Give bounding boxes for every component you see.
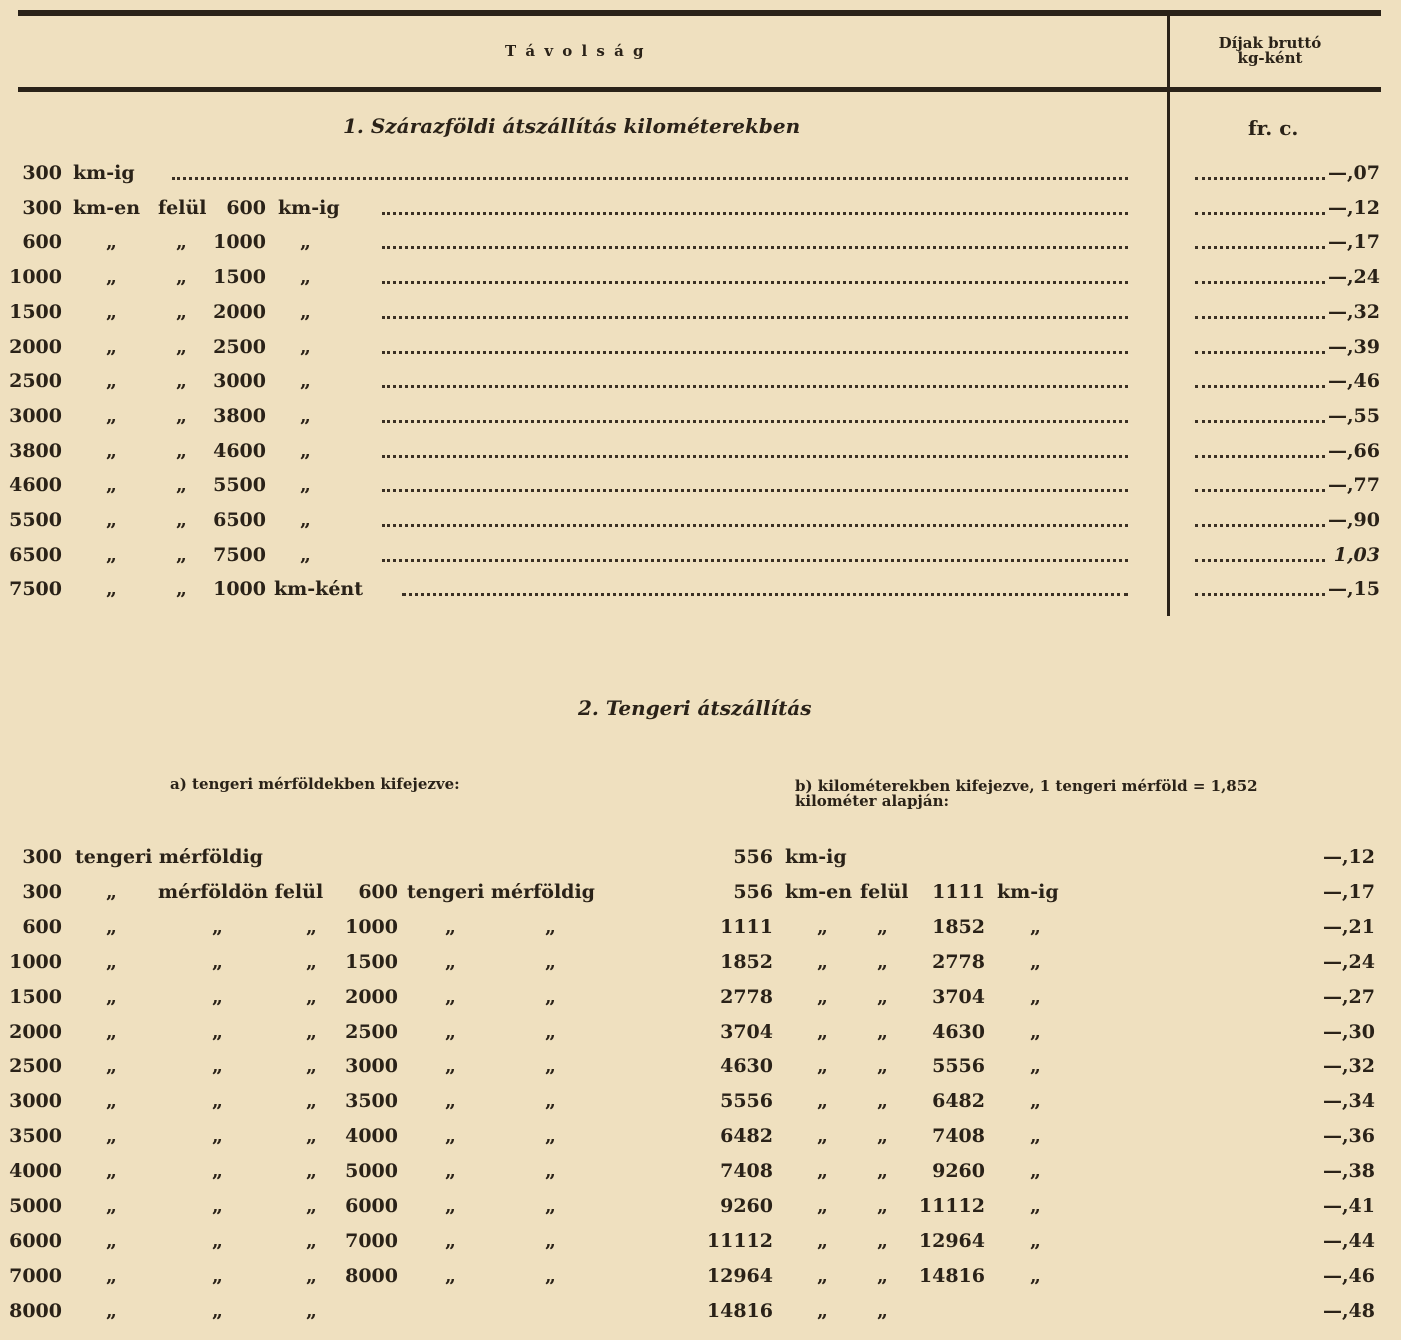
table-cell: „	[545, 1229, 556, 1252]
table-cell: „	[176, 370, 187, 393]
table-cell: 12964	[918, 1229, 985, 1252]
table-cell: „	[300, 370, 311, 393]
table-cell: „	[306, 1195, 317, 1217]
table-cell: 1500	[345, 950, 398, 973]
table-cell: —,34	[1322, 1090, 1375, 1113]
table-cell: 8000	[9, 1299, 62, 1322]
table-cell: „	[877, 1055, 888, 1078]
table-cell: „	[106, 1160, 117, 1183]
dot-leader	[382, 559, 1128, 562]
table-cell: „	[300, 300, 311, 323]
table-cell: 300	[22, 196, 62, 219]
table-cell: „	[300, 474, 311, 497]
table-cell: „	[877, 985, 888, 1008]
table-cell: „	[1030, 985, 1041, 1008]
table-cell: —,46	[1322, 1264, 1375, 1287]
table-cell: 6000	[9, 1229, 62, 1252]
table-cell: „	[212, 950, 223, 973]
table-cell: 3500	[345, 1090, 398, 1113]
table-cell: „	[877, 1020, 888, 1043]
table-cell: „	[817, 1264, 828, 1287]
table-cell: „	[545, 1195, 556, 1217]
table-cell: 2000	[9, 1020, 62, 1043]
table-cell: „	[445, 915, 456, 938]
table-cell: „	[212, 1055, 223, 1078]
table-cell: 1000	[9, 950, 62, 973]
dot-leader	[382, 281, 1128, 284]
dot-leader	[382, 455, 1128, 458]
table-cell: 8000	[345, 1264, 398, 1287]
table-cell: —,39	[1327, 335, 1380, 358]
table-cell: „	[1030, 1229, 1041, 1252]
table-cell: „	[106, 474, 117, 497]
table-cell: „	[106, 1055, 117, 1078]
table-cell: 2500	[9, 1055, 62, 1078]
table-cell: „	[817, 1125, 828, 1148]
table-cell: „	[106, 985, 117, 1008]
table-cell: „	[1030, 1020, 1041, 1043]
table-cell: „	[106, 578, 117, 601]
table-cell: 11112	[706, 1229, 773, 1252]
table-cell: 11112	[918, 1195, 985, 1217]
sub-b-line2: kilométer alapján:	[795, 792, 950, 810]
table-cell: „	[877, 1160, 888, 1183]
table-cell: „	[306, 950, 317, 973]
table-cell: „	[817, 950, 828, 973]
table-cell: „	[877, 1229, 888, 1252]
table-cell: „	[212, 1090, 223, 1113]
table-cell: „	[445, 1264, 456, 1287]
table-cell: km-en	[785, 880, 853, 903]
table-cell: „	[176, 266, 187, 289]
table-cell: „	[1030, 1055, 1041, 1078]
table-cell: —,24	[1327, 266, 1380, 289]
table-cell: —,27	[1322, 985, 1375, 1008]
table-cell: „	[1030, 915, 1041, 938]
table-cell: „	[176, 300, 187, 323]
table-cell: „	[176, 335, 187, 358]
table-cell: —,17	[1322, 880, 1375, 903]
table-cell: „	[106, 1125, 117, 1148]
table-cell: 5556	[932, 1055, 985, 1078]
table-cell: „	[106, 1264, 117, 1287]
table-cell: „	[300, 404, 311, 427]
table-cell: 9260	[720, 1195, 773, 1217]
table-cell: „	[306, 1299, 317, 1322]
table-cell: „	[545, 915, 556, 938]
header-fees-line2: kg-ként	[1237, 49, 1303, 67]
table-cell: „	[212, 1229, 223, 1252]
table-cell: „	[106, 370, 117, 393]
table-cell: —,55	[1327, 404, 1380, 427]
table-cell: 7408	[720, 1160, 773, 1183]
dot-leader	[382, 316, 1128, 319]
table-cell: „	[306, 1264, 317, 1287]
table-cell: 600	[226, 196, 266, 219]
table-cell: „	[1030, 1264, 1041, 1287]
table-cell: „	[445, 1125, 456, 1148]
table-cell: 3800	[213, 404, 266, 427]
table-cell: 2000	[345, 985, 398, 1008]
table-cell: 1,03	[1333, 543, 1380, 566]
table-cell: „	[1030, 950, 1041, 973]
table-cell: felül	[158, 196, 207, 219]
table-cell: „	[877, 1195, 888, 1217]
table-cell: „	[445, 1020, 456, 1043]
table-cell: „	[212, 1020, 223, 1043]
table-cell: „	[545, 1020, 556, 1043]
sub-b-line1: b) kilométerekben kifejezve, 1 tengeri mérföld = 1,852	[795, 777, 1258, 795]
table-cell: —,32	[1322, 1055, 1375, 1078]
dot-leader	[382, 246, 1128, 249]
table-cell: 2500	[345, 1020, 398, 1043]
table-cell: tengeri mérföldig	[407, 880, 595, 903]
table-cell: „	[106, 1090, 117, 1113]
table-cell: 600	[22, 231, 62, 254]
table-cell: „	[300, 266, 311, 289]
table-cell: „	[306, 1020, 317, 1043]
table-cell: „	[212, 915, 223, 938]
table-cell: 5500	[213, 474, 266, 497]
table-cell: 7000	[9, 1264, 62, 1287]
table-cell: „	[176, 404, 187, 427]
dot-leader	[172, 177, 1128, 180]
table-cell: 556	[733, 880, 773, 903]
table-cell: 7000	[345, 1229, 398, 1252]
table-cell: tengeri mérföldig	[75, 846, 263, 868]
table-cell: 1000	[345, 915, 398, 938]
table-cell: —,38	[1322, 1160, 1375, 1183]
table-cell: 1000	[213, 231, 266, 254]
table-cell: 3704	[720, 1020, 773, 1043]
table-cell: „	[176, 231, 187, 254]
table-cell: „	[306, 1090, 317, 1113]
table-cell: „	[306, 1125, 317, 1148]
table-cell: „	[106, 404, 117, 427]
table-cell: „	[817, 1160, 828, 1183]
dot-leader	[382, 489, 1128, 492]
table-cell: „	[106, 543, 117, 566]
table-cell: 300	[22, 846, 62, 868]
table-cell: 4630	[932, 1020, 985, 1043]
table-cell: 3704	[932, 985, 985, 1008]
table-cell: 9260	[932, 1160, 985, 1183]
table-cell: „	[445, 1160, 456, 1183]
table-cell: —,46	[1327, 370, 1380, 393]
table-cell: „	[877, 950, 888, 973]
table-cell: 2000	[9, 335, 62, 358]
table-cell: 1111	[932, 880, 985, 903]
table-cell: km-ig	[73, 162, 135, 184]
table-cell: „	[877, 1299, 888, 1322]
table-cell: „	[545, 985, 556, 1008]
table-cell: km-ként	[274, 578, 363, 601]
table-cell: „	[106, 915, 117, 938]
table-cell: 14816	[706, 1299, 773, 1322]
table-cell: „	[106, 439, 117, 462]
table-cell: „	[306, 915, 317, 938]
table-cell: —,41	[1322, 1195, 1375, 1217]
table-cell: 4600	[213, 439, 266, 462]
dot-leader	[382, 212, 1128, 215]
table-cell: 3000	[9, 404, 62, 427]
table-cell: 3000	[9, 1090, 62, 1113]
table-cell: „	[1030, 1195, 1041, 1217]
table-cell: —,30	[1322, 1020, 1375, 1043]
table-cell: 5500	[9, 509, 62, 531]
table-cell: „	[106, 1195, 117, 1217]
table-cell: 2500	[9, 370, 62, 393]
table-cell: „	[176, 474, 187, 497]
section2-title: 2. Tengeri átszállítás	[578, 696, 812, 720]
table-cell: „	[300, 509, 311, 531]
table-cell: 4000	[345, 1125, 398, 1148]
table-cell: „	[106, 950, 117, 973]
table-cell: 3000	[213, 370, 266, 393]
table-cell: 12964	[706, 1264, 773, 1287]
table-cell: 3000	[345, 1055, 398, 1078]
header-rule	[18, 87, 1381, 92]
table-cell: „	[212, 1160, 223, 1183]
table-cell: „	[106, 335, 117, 358]
table-cell: 5556	[720, 1090, 773, 1113]
table-cell: „	[1030, 1160, 1041, 1183]
section1-title: 1. Szárazföldi átszállítás kilométerekben	[343, 114, 801, 138]
table-cell: „	[306, 1160, 317, 1183]
table-cell: 600	[22, 915, 62, 938]
table-cell: „	[176, 543, 187, 566]
dot-leader	[382, 385, 1128, 388]
table-cell: 1500	[9, 300, 62, 323]
table-cell: 6482	[720, 1125, 773, 1148]
table-cell: 5000	[345, 1160, 398, 1183]
table-cell: 3800	[9, 439, 62, 462]
section2-sub-b	[795, 779, 1258, 809]
table-cell: 6500	[213, 509, 266, 531]
table-cell: „	[545, 1090, 556, 1113]
table-cell: „	[300, 231, 311, 254]
table-cell: 3500	[9, 1125, 62, 1148]
table-cell: „	[212, 1195, 223, 1217]
dot-leader	[402, 593, 1128, 596]
table-cell: „	[545, 950, 556, 973]
table-cell: —,66	[1327, 439, 1380, 462]
table-cell: „	[545, 1264, 556, 1287]
table-cell: „	[817, 1195, 828, 1217]
table-cell: felül	[860, 880, 909, 903]
table-cell: „	[445, 1090, 456, 1113]
table-cell: —,36	[1322, 1125, 1375, 1148]
table-cell: „	[212, 1299, 223, 1322]
table-cell: —,32	[1327, 300, 1380, 323]
table-cell: „	[176, 509, 187, 531]
table-cell: 4600	[9, 474, 62, 497]
table-cell: km-ig	[785, 846, 847, 868]
table-cell: „	[877, 1125, 888, 1148]
table-cell: 1500	[213, 266, 266, 289]
table-cell: —,17	[1327, 231, 1380, 254]
table-cell: „	[106, 300, 117, 323]
table-cell: „	[300, 439, 311, 462]
table-cell: „	[300, 335, 311, 358]
table-cell: „	[306, 985, 317, 1008]
header-fees	[1170, 36, 1370, 66]
table-cell: „	[300, 543, 311, 566]
table-cell: „	[106, 266, 117, 289]
table-cell: „	[817, 915, 828, 938]
table-cell: „	[817, 1229, 828, 1252]
header-fees-line1: Díjak bruttó	[1218, 34, 1322, 52]
table-cell: „	[106, 231, 117, 254]
table-cell: 6000	[345, 1195, 398, 1217]
table-cell: „	[877, 915, 888, 938]
table-cell: 2778	[720, 985, 773, 1008]
table-cell: „	[176, 578, 187, 601]
table-cell: 7408	[932, 1125, 985, 1148]
dot-leader	[382, 420, 1128, 423]
table-cell: 4000	[9, 1160, 62, 1183]
table-cell: —,15	[1327, 578, 1380, 601]
table-cell: —,12	[1322, 846, 1375, 868]
table-cell: „	[445, 1229, 456, 1252]
table-cell: „	[877, 1264, 888, 1287]
table-cell: 1111	[720, 915, 773, 938]
table-cell: „	[212, 1264, 223, 1287]
table-cell: 2500	[213, 335, 266, 358]
table-cell: 6500	[9, 543, 62, 566]
table-cell: „	[817, 1055, 828, 1078]
dot-leader	[382, 524, 1128, 527]
table-cell: km-ig	[997, 880, 1059, 903]
table-cell: „	[1030, 1125, 1041, 1148]
table-cell: —,44	[1322, 1229, 1375, 1252]
table-cell: 556	[733, 846, 773, 868]
table-cell: —,90	[1327, 509, 1380, 531]
table-cell: 4630	[720, 1055, 773, 1078]
header-distance: T á v o l s á g	[505, 42, 646, 60]
table-cell: 1000	[9, 266, 62, 289]
table-cell: 1000	[213, 578, 266, 601]
table-cell: „	[877, 1090, 888, 1113]
table-cell: 7500	[213, 543, 266, 566]
table-cell: „	[817, 985, 828, 1008]
table-cell: „	[306, 1055, 317, 1078]
table-cell: 6482	[932, 1090, 985, 1113]
table-cell: „	[106, 1229, 117, 1252]
table-cell: „	[106, 1299, 117, 1322]
table-cell: „	[106, 1020, 117, 1043]
table-cell: „	[1030, 1090, 1041, 1113]
table-cell: „	[106, 509, 117, 531]
table-cell: „	[545, 1125, 556, 1148]
table-cell: km-en	[73, 196, 141, 219]
table-cell: —,07	[1327, 162, 1380, 184]
table-cell: —,48	[1322, 1299, 1375, 1322]
table-cell: „	[817, 1020, 828, 1043]
table-cell: —,24	[1322, 950, 1375, 973]
dot-leader	[382, 351, 1128, 354]
table-cell: —,77	[1327, 474, 1380, 497]
table-cell: 2778	[932, 950, 985, 973]
table-cell: 300	[22, 162, 62, 184]
table-cell: „	[176, 439, 187, 462]
table-cell: 300	[22, 880, 62, 903]
table-cell: „	[445, 985, 456, 1008]
table-cell: 5000	[9, 1195, 62, 1217]
table-cell: „	[212, 1125, 223, 1148]
table-cell: „	[306, 1229, 317, 1252]
table-cell: 600	[358, 880, 398, 903]
table-cell: „	[817, 1299, 828, 1322]
table-cell: „	[212, 985, 223, 1008]
table-cell: —,21	[1322, 915, 1375, 938]
table-cell: —,12	[1327, 196, 1380, 219]
table-cell: 2000	[213, 300, 266, 323]
table-cell: „	[545, 1160, 556, 1183]
table-cell: km-ig	[278, 196, 340, 219]
table-cell: 1852	[720, 950, 773, 973]
column-divider	[1167, 14, 1170, 616]
table-cell: 14816	[918, 1264, 985, 1287]
section2-sub-a: a) tengeri mérföldekben kifejezve:	[170, 775, 460, 793]
table-cell: 7500	[9, 578, 62, 601]
table-cell: mérföldön felül	[158, 880, 324, 903]
top-rule	[18, 10, 1381, 16]
table-cell: „	[545, 1055, 556, 1078]
table-cell: 1500	[9, 985, 62, 1008]
table-cell: „	[445, 950, 456, 973]
currency-label: fr. c.	[1248, 116, 1299, 140]
table-cell: 1852	[932, 915, 985, 938]
table-cell: „	[817, 1090, 828, 1113]
table-cell: „	[445, 1055, 456, 1078]
table-cell: „	[106, 880, 117, 903]
table-cell: „	[445, 1195, 456, 1217]
